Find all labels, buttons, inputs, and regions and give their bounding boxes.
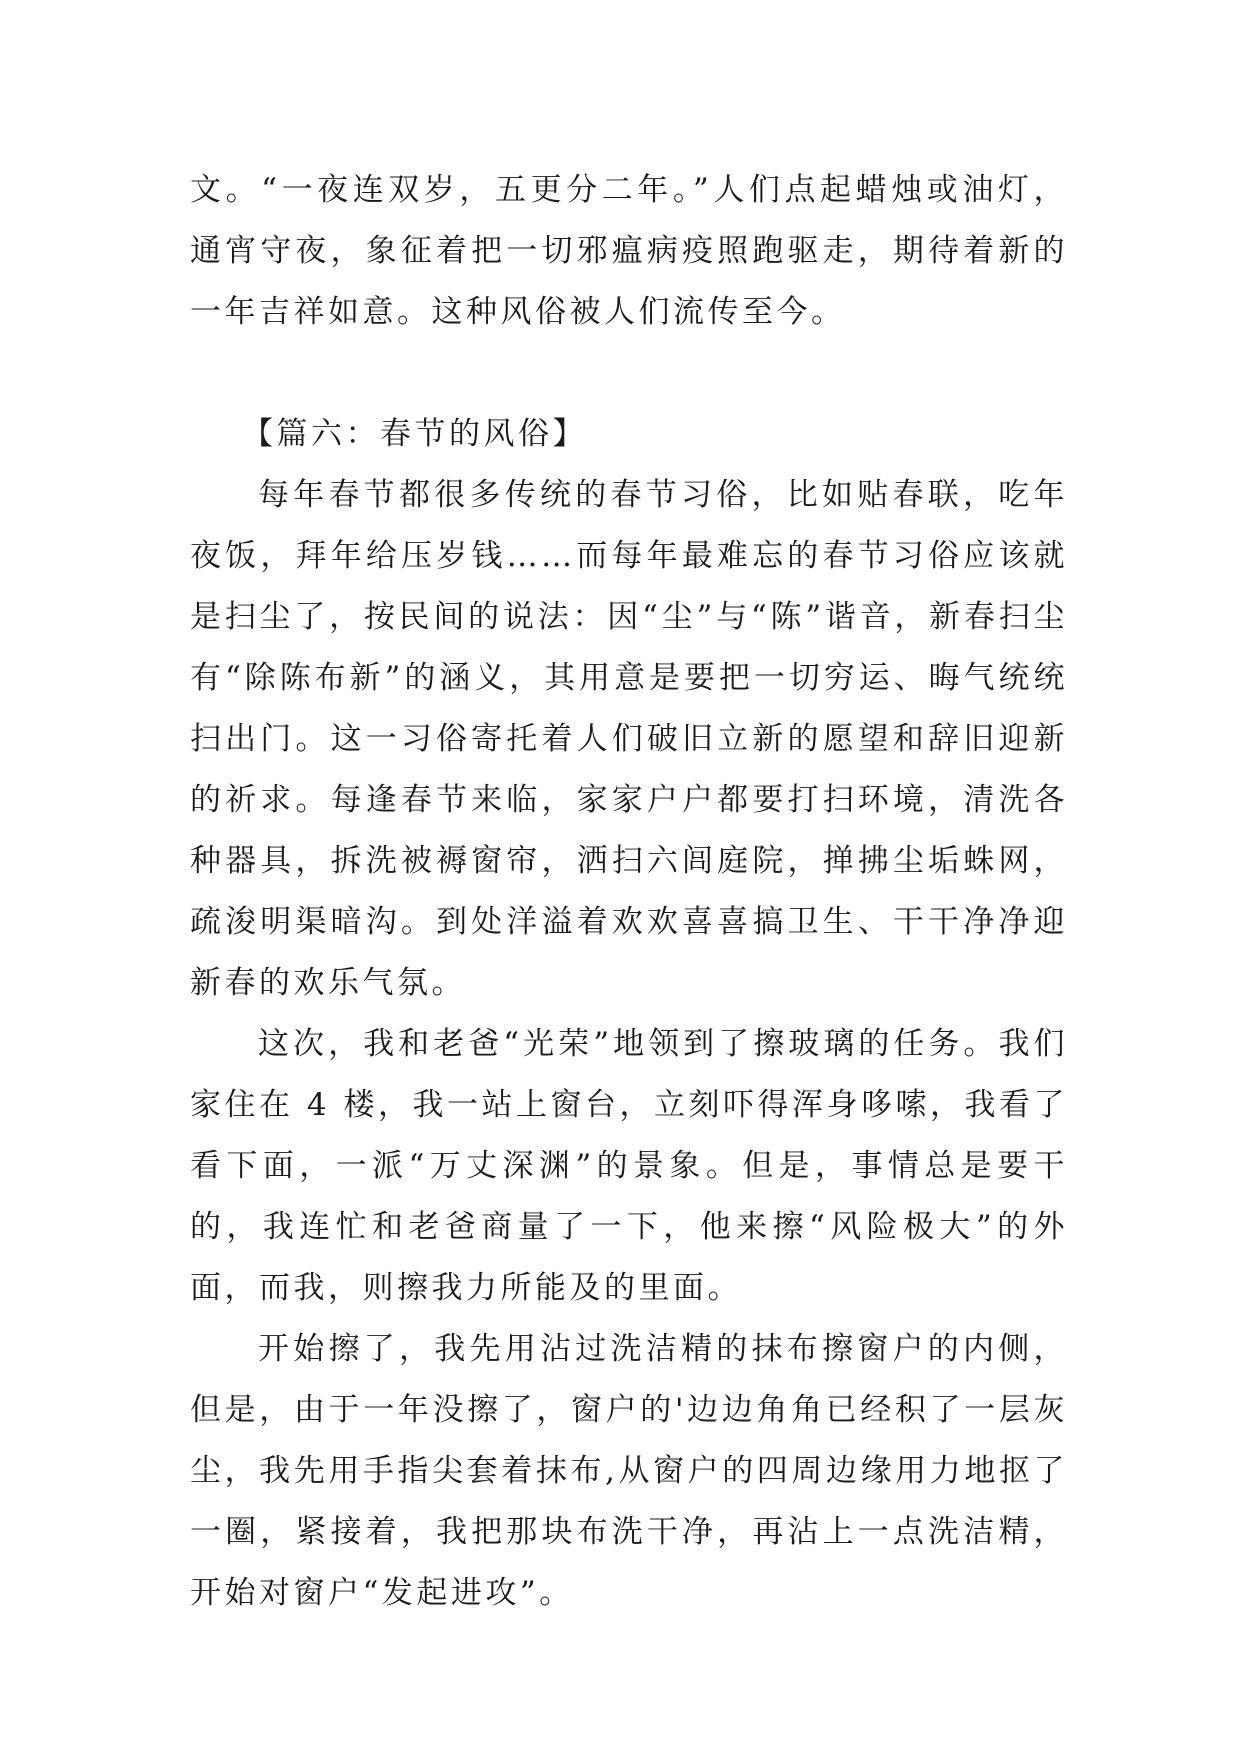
section-heading: 【篇六：春节的风俗】 (242, 416, 587, 452)
intro-paragraph: 文。“一夜连双岁，五更分二年。”人们点起蜡烛或油灯，通宵守夜，象征着把一切邪瘟病疫照跑驱走，期待着新的一年吉祥如意。这种风俗被人们流传至今。 (190, 172, 1068, 330)
paragraph-sweeping-custom: 每年春节都很多传统的春节习俗，比如贴春联，吃年夜饭，拜年给压岁钱……而每年最难忘的春节习俗应该就是扫尘了，按民间的说法：因“尘”与“陈”谐音，新春扫尘有“除陈布新”的涵义，其用意是要把一切穷运、晦气统统扫出门。这一习俗寄托着人们破旧立新的愿望和辞旧迎新的祈求。每逢春节来临，家家户户都要打扫环境，清洗各种器具，拆洗被褥窗帘，洒扫六闾庭院，掸拂尘垢蛛网，疏浚明渠暗沟。到处洋溢着欢欢喜喜搞卫生、干干净净迎新春的欢乐气氛。 (190, 477, 1068, 1001)
paragraph-window-task: 这次，我和老爸“光荣”地领到了擦玻璃的任务。我们家住在 4 楼，我一站上窗台，立刻吓得浑身哆嗦，我看了看下面，一派“万丈深渊”的景象。但是，事情总是要干的，我连忙和老爸商量了一下，他来擦“风险极大”的外面，而我，则擦我力所能及的里面。 (190, 1026, 1068, 1306)
paragraph-cleaning-start: 开始擦了，我先用沾过洗洁精的抹布擦窗户的内侧，但是，由于一年没擦了，窗户的'边边角角已经积了一层灰尘，我先用手指尖套着抹布,从窗户的四周边缘用力地抠了一圈，紧接着，我把那块布洗干净，再沾上一点洗洁精，开始对窗户“发起进攻”。 (190, 1331, 1068, 1611)
section-spacer (190, 343, 1068, 404)
document-body (190, 160, 1068, 1624)
